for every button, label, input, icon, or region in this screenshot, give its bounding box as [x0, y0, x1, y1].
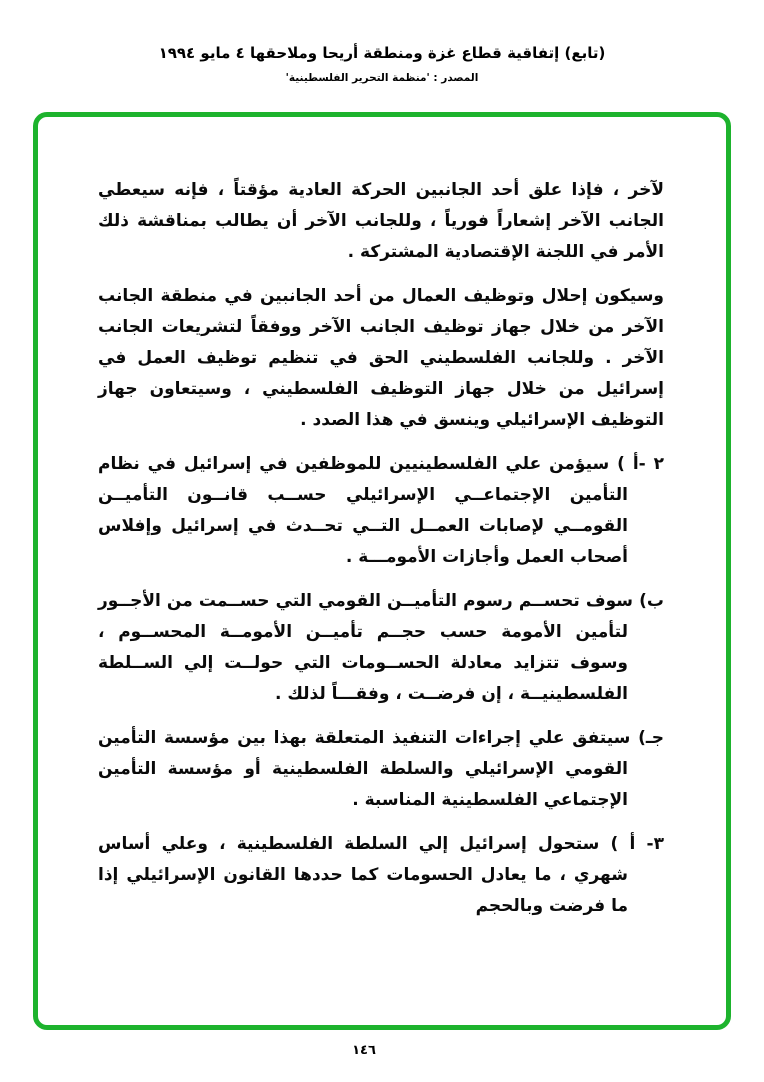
clause-c [98, 723, 664, 816]
clause-2a [98, 449, 664, 573]
clause-text: سيتفق علي إجراءات التنفيذ المتعلقة بهذا بين مؤسسة التأمين القومي الإسرائيلي والسلطة الفلسطينية أو مؤسسة التأمين الإجتماعي الفلسطينية المناسبة . [98, 728, 631, 810]
paragraph-employment [98, 281, 664, 436]
clause-marker: ب) [633, 591, 664, 611]
clause-marker: ٢ -أ ) [609, 454, 664, 474]
clause-3a [98, 829, 664, 922]
content-frame [33, 112, 731, 1030]
clause-text: سيؤمن علي الفلسطينيين للموظفين في إسرائيل في نظام التأمين الإجتماعــي الإسرائيلي حســب قانــون التأميــن القومــي لإصابات العمــل التــي تحــدث في إسرائيل وإفلاس أصحاب العمل وأجازات الأمومـــة . [98, 454, 628, 567]
paragraph-continuation [98, 175, 664, 268]
clause-marker: ٣- أ ) [599, 834, 664, 854]
clause-text: ستحول إسرائيل إلي السلطة الفلسطينية ، وعلي أساس شهري ، ما يعادل الحسومات كما حددها القانون الإسرائيلي إذا ما فرضت وبالحجم [98, 834, 628, 916]
clause-text: وسيكون إحلال وتوظيف العمال من أحد الجانبين في منطقة الجانب الآخر من خلال جهاز توظيف الجانب الآخر ووفقاً لتشريعات الجانب الآخر . وللجانب الفلسطيني الحق في تنظيم توظيف العمل في إسرائيل من خلال جهاز التوظيف الفلسطيني ، وسيتعاون جهاز التوظيف الإسرائيلي وينسق في هذا الصدد . [98, 286, 664, 430]
clause-text: سوف تحســم رسوم التأميــن القومي التي حســمت من الأجــور لتأمين الأمومة حسب حجــم تأميــن الأمومــة المحســوم ، وسوف تتزايد معادلة الحســومات التي حولــت إلي الســلطة الفلسطينيــة ، إن فرضــت ، وفقـــاً لذلك . [98, 591, 633, 704]
page-footer [0, 1039, 728, 1058]
page-header [0, 44, 764, 84]
document-source: المصدر : 'منظمة التحرير الفلسطينية' [285, 72, 479, 84]
clause-b [98, 586, 664, 710]
clause-marker: جـ) [630, 728, 664, 748]
clause-text: لآخر ، فإذا علق أحد الجانبين الحركة العادية مؤقتاً ، فإنه سيعطي الجانب الآخر إشعاراً فورياً ، وللجانب الآخر أن يطالب بمناقشة ذلك الأمر في اللجنة الإقتصادية المشتركة . [98, 180, 664, 262]
document-body [98, 175, 664, 922]
page-number: ١٤٦ [352, 1043, 376, 1058]
document-title: (تابع) إتفاقية قطاع غزة ومنطقة أريحا وملاحقها ٤ مايو ١٩٩٤ [158, 44, 606, 62]
